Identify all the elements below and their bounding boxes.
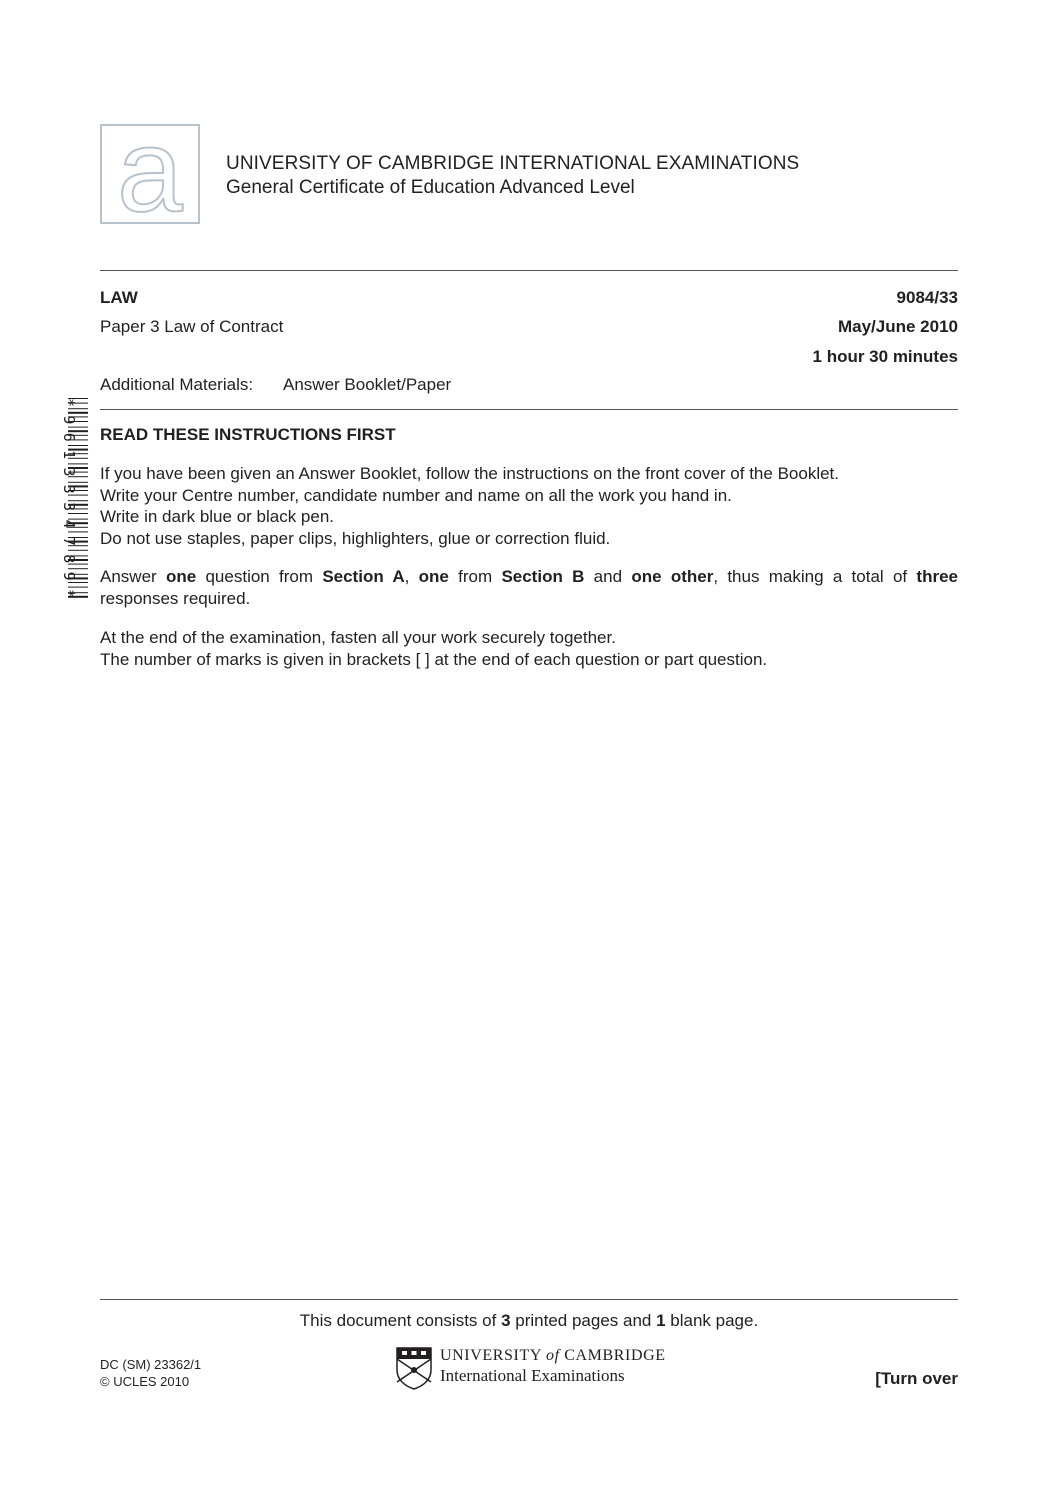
divider-mid	[100, 409, 958, 410]
subject: LAW	[100, 288, 138, 307]
barcode-bar	[68, 531, 88, 532]
logo-letter: a	[117, 105, 183, 237]
answer-instruction: Answer one question from Section A, one from Section B and one other, thus making a total of three responses required.	[100, 567, 958, 608]
instruction-line: If you have been given an Answer Booklet, follow the instructions on the front cover of the Booklet.	[100, 464, 839, 483]
session: May/June 2010	[837, 317, 958, 336]
barcode-bar	[68, 582, 88, 583]
barcode-bar	[68, 408, 88, 409]
doc-code: DC (SM) 23362/1	[100, 1357, 202, 1372]
materials-value: Answer Booklet/Paper	[283, 375, 452, 394]
document-page-count: This document consists of 3 printed pages and 1 blank page.	[299, 1311, 759, 1330]
instruction-line: Write your Centre number, candidate number and name on all the work you hand in.	[100, 485, 732, 505]
doc-reference	[100, 1356, 201, 1390]
divider-footer	[100, 1299, 958, 1300]
barcode-bars	[68, 398, 88, 598]
instruction-line: Write in dark blue or black pen.	[100, 507, 335, 526]
instructions-block	[100, 463, 958, 549]
paper-title: Paper 3 Law of Contract	[100, 317, 284, 336]
barcode-bar	[68, 568, 88, 569]
instruction-line: The number of marks is given in brackets [ ] at the end of each question or part question.	[100, 649, 768, 669]
divider-top	[100, 270, 958, 271]
barcode-bar	[68, 513, 88, 514]
org-name: UNIVERSITY OF CAMBRIDGE INTERNATIONAL EXAMINATIONS	[226, 153, 800, 174]
instructions-heading: READ THESE INSTRUCTIONS FIRST	[100, 425, 396, 444]
barcode-bar	[68, 412, 88, 414]
qualification: General Certificate of Education Advanced Level	[226, 177, 635, 198]
barcode-bar	[68, 500, 88, 501]
barcode-bar	[68, 587, 88, 588]
ucam-subtitle: International Examinations	[440, 1366, 625, 1385]
instruction-line: At the end of the examination, fasten all your work securely together.	[100, 628, 616, 647]
barcode-bar	[68, 550, 88, 551]
barcode-bar	[68, 482, 88, 483]
materials-label: Additional Materials:	[100, 375, 254, 394]
cambridge-crest-icon	[395, 1346, 433, 1390]
barcode-bar	[68, 445, 88, 446]
copyright: © UCLES 2010	[100, 1374, 190, 1389]
instruction-line: Do not use staples, paper clips, highlighters, glue or correction fluid.	[100, 528, 611, 548]
barcode-bar	[68, 463, 88, 464]
barcode-bar	[68, 564, 88, 565]
turn-over-label: [Turn over	[875, 1369, 958, 1388]
exam-code: 9084/33	[896, 288, 958, 307]
end-instructions	[100, 627, 958, 670]
cie-logo	[100, 105, 200, 237]
barcode-bar	[68, 427, 88, 428]
duration: 1 hour 30 minutes	[812, 347, 958, 366]
barcode-bar	[68, 495, 88, 496]
barcode-text: *9613334789*	[60, 398, 78, 598]
barcode-image	[30, 398, 90, 598]
ucam-name: UNIVERSITY of CAMBRIDGE	[440, 1347, 666, 1364]
